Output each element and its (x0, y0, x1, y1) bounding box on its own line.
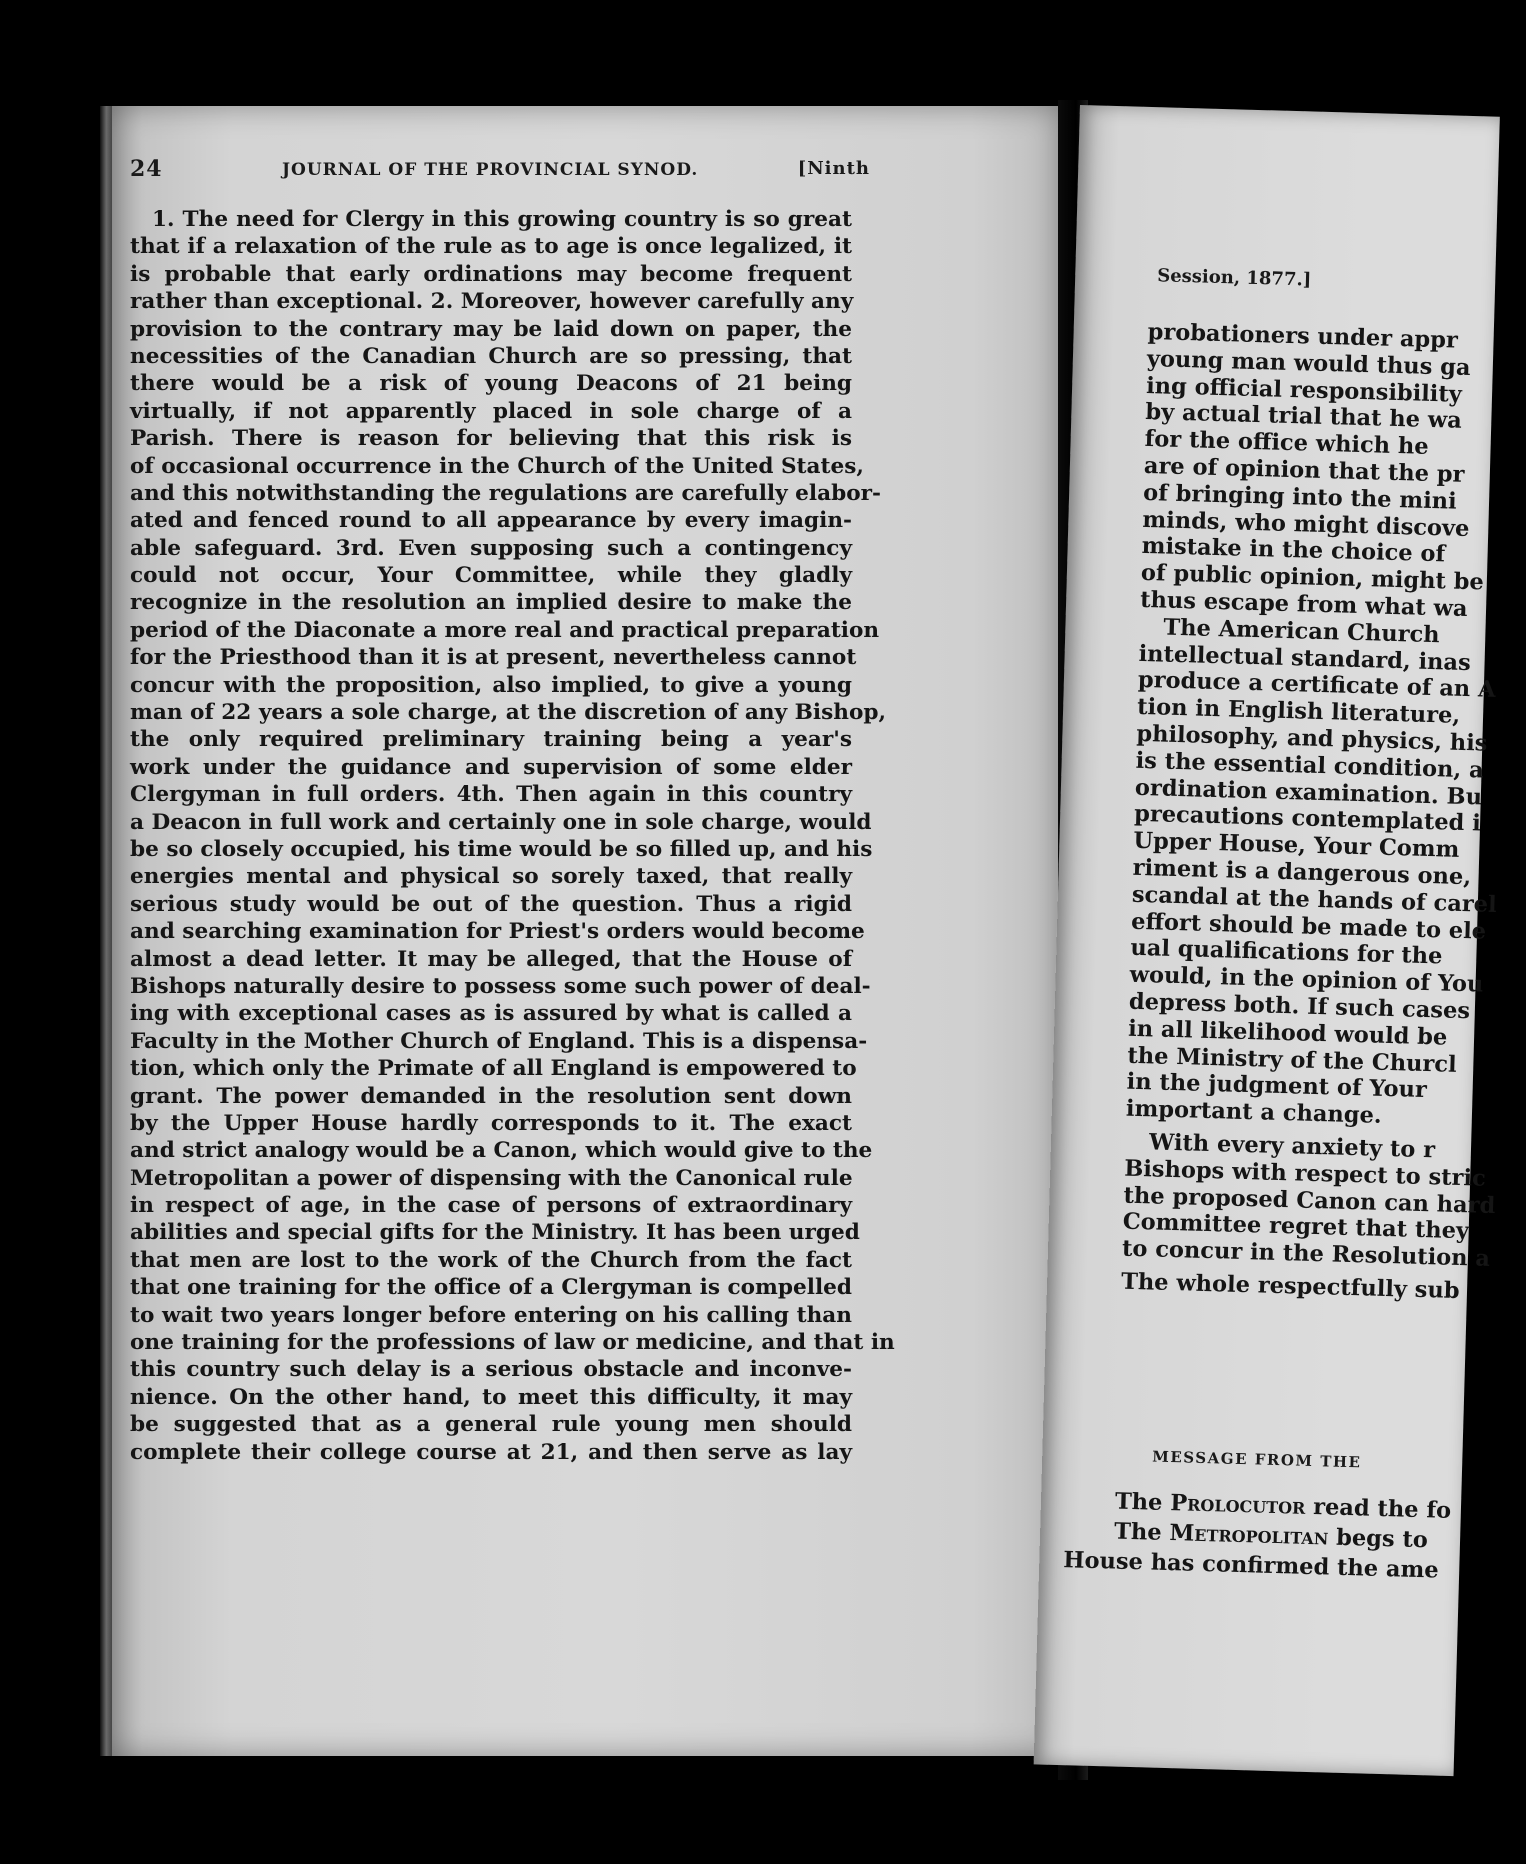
text-line: tion, which only the Primate of all England is empowered to (130, 1056, 857, 1082)
text-line: minds, who might discove (1142, 506, 1470, 542)
text-line: for the Priesthood than it is at present, nevertheless cannot (130, 645, 857, 671)
text-line: 1. The need for Clergy in this growing country is so great (152, 207, 852, 232)
text-line: that if a relaxation of the rule as to age is once legalized, it (130, 234, 852, 260)
text-line: the only required preliminary training being a year's (130, 727, 852, 753)
text-line: and searching examination for Priest's orders would become (130, 919, 865, 945)
text-line: by actual trial that he wa (1145, 399, 1463, 435)
text-line: The whole respectfully sub (1120, 1268, 1460, 1304)
text-line: period of the Diaconate a more real and practical preparation (130, 617, 880, 643)
text-line: of public opinion, might be (1140, 560, 1485, 596)
text-line: mistake in the choice of (1141, 533, 1446, 568)
journal-title: JOURNAL OF THE PROVINCIAL SYNOD. (282, 160, 699, 180)
text-line: the proposed Canon can hard (1123, 1182, 1496, 1219)
text-line: to concur in the Resolution a (1121, 1235, 1491, 1272)
text-line: produce a certificate of an A (1137, 667, 1496, 704)
left-body-text (130, 206, 895, 1466)
text-line: be suggested that as a general rule young men should (130, 1412, 852, 1438)
text-line: recognize in the resolution an implied desire to make the (130, 590, 852, 616)
text-line: thus escape from what wa (1139, 586, 1468, 622)
text-line: in the judgment of Your (1126, 1069, 1428, 1104)
right-running-head: Session, 1877.] (1156, 265, 1312, 291)
message-line: The Prolocutor read the fo (1114, 1488, 1452, 1524)
text-line: Upper House, Your Comm (1133, 827, 1460, 864)
text-line: the Ministry of the Churcl (1127, 1042, 1457, 1078)
text-line: Metropolitan a power of dispensing with the Canonical rule (130, 1165, 853, 1191)
text-line: that one training for the office of a Clergyman is compelled (130, 1275, 852, 1301)
small-caps-title: Prolocutor (1169, 1490, 1306, 1520)
text-line: philosophy, and physics, his (1136, 720, 1488, 757)
text-line: is the essential condition, a (1135, 747, 1485, 784)
text-line: ual qualifications for the (1130, 935, 1443, 970)
text-line: complete their college course at 21, and then serve as lay (130, 1439, 852, 1465)
session-marker: [Ninth (797, 158, 870, 179)
text-line: that men are lost to the work of the Church from the fact (130, 1247, 852, 1273)
right-body-text (1120, 318, 1497, 1305)
text-line: young man would thus ga (1146, 345, 1471, 381)
text-line: ordination examination. Bu (1134, 774, 1483, 811)
message-line: The Metropolitan begs to (1113, 1518, 1429, 1554)
text-line: one training for the professions of law or medicine, and that in (130, 1330, 895, 1356)
text-line: by the Upper House hardly corresponds to it. The exact (130, 1110, 852, 1136)
text-line: of bringing into the mini (1142, 479, 1457, 515)
text-line: Faculty in the Mother Church of England. This is a dispensa- (130, 1028, 868, 1054)
text-line: Committee regret that they (1122, 1208, 1470, 1245)
text-line: are of opinion that the pr (1143, 452, 1465, 488)
text-line: work under the guidance and supervision of some elder (130, 754, 852, 780)
text-line: important a change. (1125, 1095, 1383, 1129)
text-line: in respect of age, in the case of persons of extraordinary (130, 1193, 852, 1219)
text-line: Bishops with respect to stric (1123, 1155, 1487, 1192)
text-line: Bishops naturally desire to possess some such power of deal- (130, 973, 871, 999)
message-heading: MESSAGE FROM THE (1152, 1447, 1362, 1472)
text-line: is probable that early ordinations may become frequent (130, 261, 852, 287)
text-line: abilities and special gifts for the Ministry. It has been urged (130, 1220, 860, 1246)
text-line: tion in English literature, (1136, 693, 1461, 730)
page-number: 24 (130, 156, 163, 182)
text-line: scandal at the hands of carel (1131, 881, 1497, 918)
text-line: and this notwithstanding the regulations are carefully elabor- (130, 480, 881, 506)
text-line: could not occur, Your Committee, while they gladly (130, 563, 852, 589)
text-line: man of 22 years a sole charge, at the discretion of any Bishop, (130, 700, 887, 726)
text-line: concur with the proposition, also implied, to give a young (130, 672, 852, 698)
text-line: depress both. If such cases (1128, 988, 1471, 1025)
text-line: there would be a risk of young Deacons of 21 being (130, 371, 852, 397)
left-running-head (130, 156, 870, 186)
text-line: Clergyman in full orders. 4th. Then again in this country (130, 782, 852, 808)
text-line: ing official responsibility (1145, 372, 1463, 408)
text-line: in all likelihood would be (1127, 1015, 1448, 1051)
text-line: this country such delay is a serious obstacle and inconve- (130, 1357, 852, 1383)
right-page (1034, 105, 1500, 1776)
text-line: With every anxiety to r (1148, 1129, 1436, 1164)
text-line: be so closely occupied, his time would be so filled up, and his (130, 836, 873, 862)
text-line: to wait two years longer before entering on his calling than (130, 1302, 852, 1328)
text-line: intellectual standard, inas (1138, 640, 1472, 676)
text-line: probationers under appr (1147, 318, 1459, 354)
text-line: Parish. There is reason for believing that this risk is (130, 426, 852, 452)
text-line: would, in the opinion of You (1129, 961, 1484, 998)
text-line: rather than exceptional. 2. Moreover, however carefully any (130, 289, 854, 315)
text-line: necessities of the Canadian Church are so pressing, that (130, 343, 852, 369)
message-text (1063, 1486, 1452, 1586)
text-line: almost a dead letter. It may be alleged, that the House of (130, 946, 852, 972)
message-line: House has confirmed the ame (1063, 1547, 1440, 1584)
text-line: and strict analogy would be a Canon, which would give to the (130, 1138, 873, 1164)
text-line: for the office which he (1144, 426, 1429, 461)
text-line: provision to the contrary may be laid down on paper, the (130, 316, 852, 342)
text-line: of occasional occurrence in the Church of the United States, (130, 453, 864, 479)
text-line: nience. On the other hand, to meet this difficulty, it may (130, 1384, 852, 1410)
text-line: able safeguard. 3rd. Even supposing such a contingency (130, 535, 852, 561)
text-line: ing with exceptional cases as is assured by what is called a (130, 1001, 852, 1027)
text-line: a Deacon in full work and certainly one in sole charge, would (130, 809, 872, 835)
text-line: grant. The power demanded in the resolution sent down (130, 1083, 852, 1109)
text-line: The American Church (1163, 614, 1440, 649)
text-line: riment is a dangerous one, (1132, 854, 1472, 891)
text-line: virtually, if not apparently placed in sole charge of a (130, 398, 852, 424)
text-line: effort should be made to ele (1130, 908, 1487, 945)
small-caps-title: Metropolitan (1169, 1520, 1329, 1551)
text-line: energies mental and physical so sorely taxed, that really (130, 864, 852, 890)
text-line: precautions contemplated i (1133, 801, 1482, 837)
text-line: ated and fenced round to all appearance by every imagin- (130, 508, 852, 534)
text-line: serious study would be out of the question. Thus a rigid (130, 891, 852, 917)
